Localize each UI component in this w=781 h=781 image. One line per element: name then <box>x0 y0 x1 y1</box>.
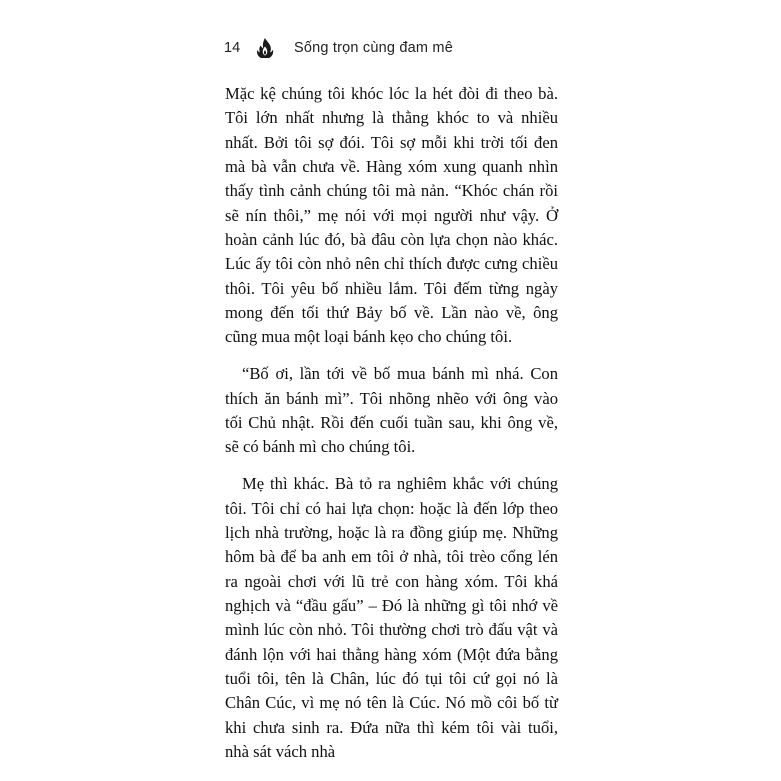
flame-icon <box>256 37 274 59</box>
page-number: 14 <box>224 40 241 56</box>
paragraph-3: Mẹ thì khác. Bà tỏ ra nghiêm khắc với chúng tôi. Tôi chỉ có hai lựa chọn: hoặc là đến lớp theo lịch nhà trường, hoặc là ra đồng giúp mẹ. Những hôm bà để ba anh em tôi ở nhà, tôi trèo cổng lén ra ngoài chơi với lũ trẻ con hàng xóm. Tôi khá nghịch và “đầu gấu” – Đó là những gì tôi nhớ về mình lúc còn nhỏ. Tôi thường chơi trò đấu vật và đánh lộn với hai thằng hàng xóm (Một đứa bằng tuổi tôi, tên là Chân, lúc đó tụi tôi cứ gọi nó là Chân Cúc, vì mẹ nó tên là Cúc. Nó mồ côi bố từ khi chưa sinh ra. Đứa nữa thì kém tôi vài tuổi, nhà sát vách nhà <box>225 474 558 761</box>
paragraph-1: Mặc kệ chúng tôi khóc lóc la hét đòi đi theo bà. Tôi lớn nhất nhưng là thằng khóc to và nhiều nhất. Bởi tôi sợ đói. Tôi sợ mỗi khi trời tối đen mà bà vẫn chưa về. Hàng xóm xung quanh nhìn thấy tình cảnh chúng tôi mà nản. “Khóc chán rồi sẽ nín thôi,” mẹ nói với mọi người như vậy. Ở hoàn cảnh lúc đó, bà đâu còn lựa chọn nào khác. Lúc ấy tôi còn nhỏ nên chỉ thích được cưng chiều thôi. Tôi yêu bố nhiều lắm. Tôi đếm từng ngày mong đến tối thứ Bảy bố về. Lần nào về, ông cũng mua một loại bánh kẹo cho chúng tôi. <box>225 84 558 347</box>
paragraph-2: “Bố ơi, lần tới về bố mua bánh mì nhá. Con thích ăn bánh mì”. Tôi nhõng nhẽo với ông vào tối Chủ nhật. Rồi đến cuối tuần sau, khi ông về, sẽ có bánh mì cho chúng tôi. <box>225 364 558 457</box>
running-header-title: Sống trọn cùng đam mê <box>294 40 453 56</box>
running-header <box>224 36 564 60</box>
body-text <box>225 82 558 777</box>
